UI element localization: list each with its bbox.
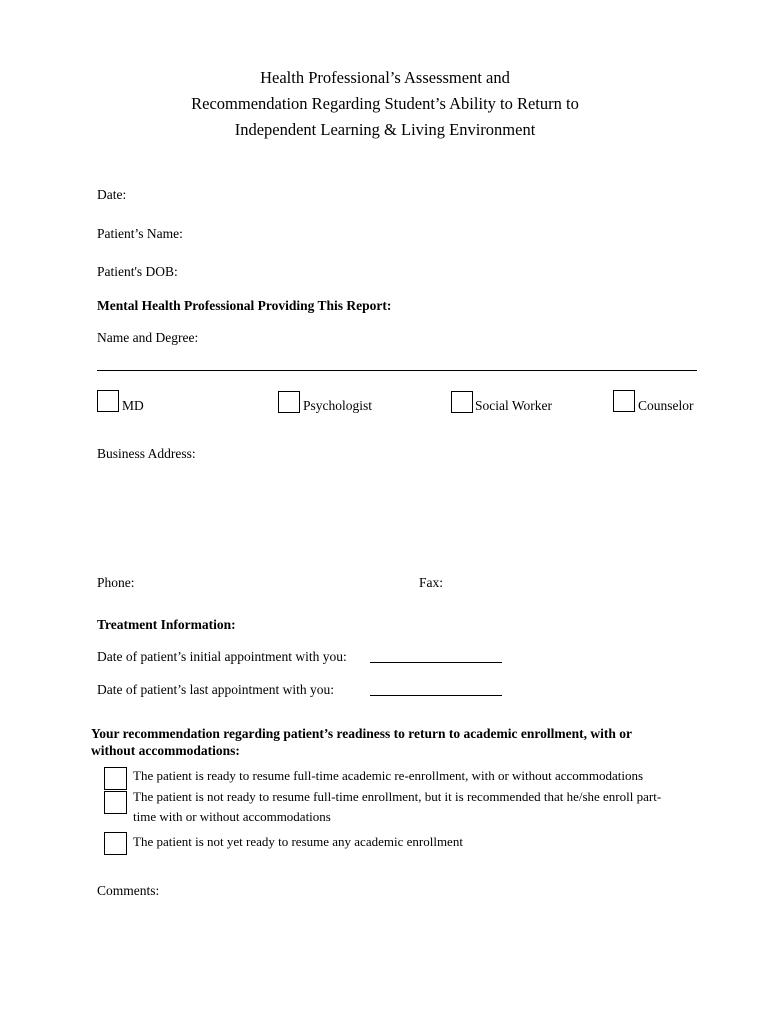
md-label: MD <box>122 398 144 413</box>
form-title-line-1: Health Professional’s Assessment and <box>260 68 510 87</box>
comments-label: Comments: <box>97 883 160 898</box>
phone-label: Phone: <box>97 575 135 590</box>
psychologist-checkbox[interactable] <box>278 391 300 413</box>
counselor-label: Counselor <box>638 398 694 413</box>
ready-full-time-checkbox[interactable] <box>104 767 127 790</box>
patient-dob-label: Patient's DOB: <box>97 264 178 279</box>
name-degree-label: Name and Degree: <box>97 330 199 345</box>
recommendation-heading-line-1: Your recommendation regarding patient’s readiness to return to academic enrollment, with or <box>91 726 632 741</box>
social-worker-label: Social Worker <box>475 398 553 413</box>
recommendation-heading-line-2: without accommodations: <box>91 743 240 758</box>
initial-appointment-label: Date of patient’s initial appointment with you: <box>97 649 347 664</box>
part-time-checkbox[interactable] <box>104 791 127 814</box>
part-time-label-line-2: time with or without accommodations <box>133 809 331 824</box>
last-appointment-field[interactable] <box>370 695 502 696</box>
last-appointment-label: Date of patient’s last appointment with you: <box>97 682 334 697</box>
date-label: Date: <box>97 187 127 202</box>
part-time-label-line-1: The patient is not ready to resume full-time enrollment, but it is recommended that he/she enroll part- <box>133 789 662 804</box>
ready-full-time-label: The patient is ready to resume full-time academic re-enrollment, with or without accommodations <box>133 768 644 783</box>
name-degree-line[interactable] <box>97 370 697 371</box>
initial-appointment-field[interactable] <box>370 662 502 663</box>
not-ready-checkbox[interactable] <box>104 832 127 855</box>
business-address-label: Business Address: <box>97 446 196 461</box>
psychologist-label: Psychologist <box>303 398 373 413</box>
not-ready-label: The patient is not yet ready to resume any academic enrollment <box>133 834 463 849</box>
form-title-line-3: Independent Learning & Living Environment <box>234 120 536 139</box>
fax-label: Fax: <box>419 575 444 590</box>
form-title-line-2: Recommendation Regarding Student’s Ability to Return to <box>191 94 579 113</box>
mhp-heading: Mental Health Professional Providing This Report: <box>97 298 392 313</box>
treatment-heading: Treatment Information: <box>97 617 236 632</box>
patient-name-label: Patient’s Name: <box>97 226 183 241</box>
md-checkbox[interactable] <box>97 390 119 412</box>
counselor-checkbox[interactable] <box>613 390 635 412</box>
social-worker-checkbox[interactable] <box>451 391 473 413</box>
